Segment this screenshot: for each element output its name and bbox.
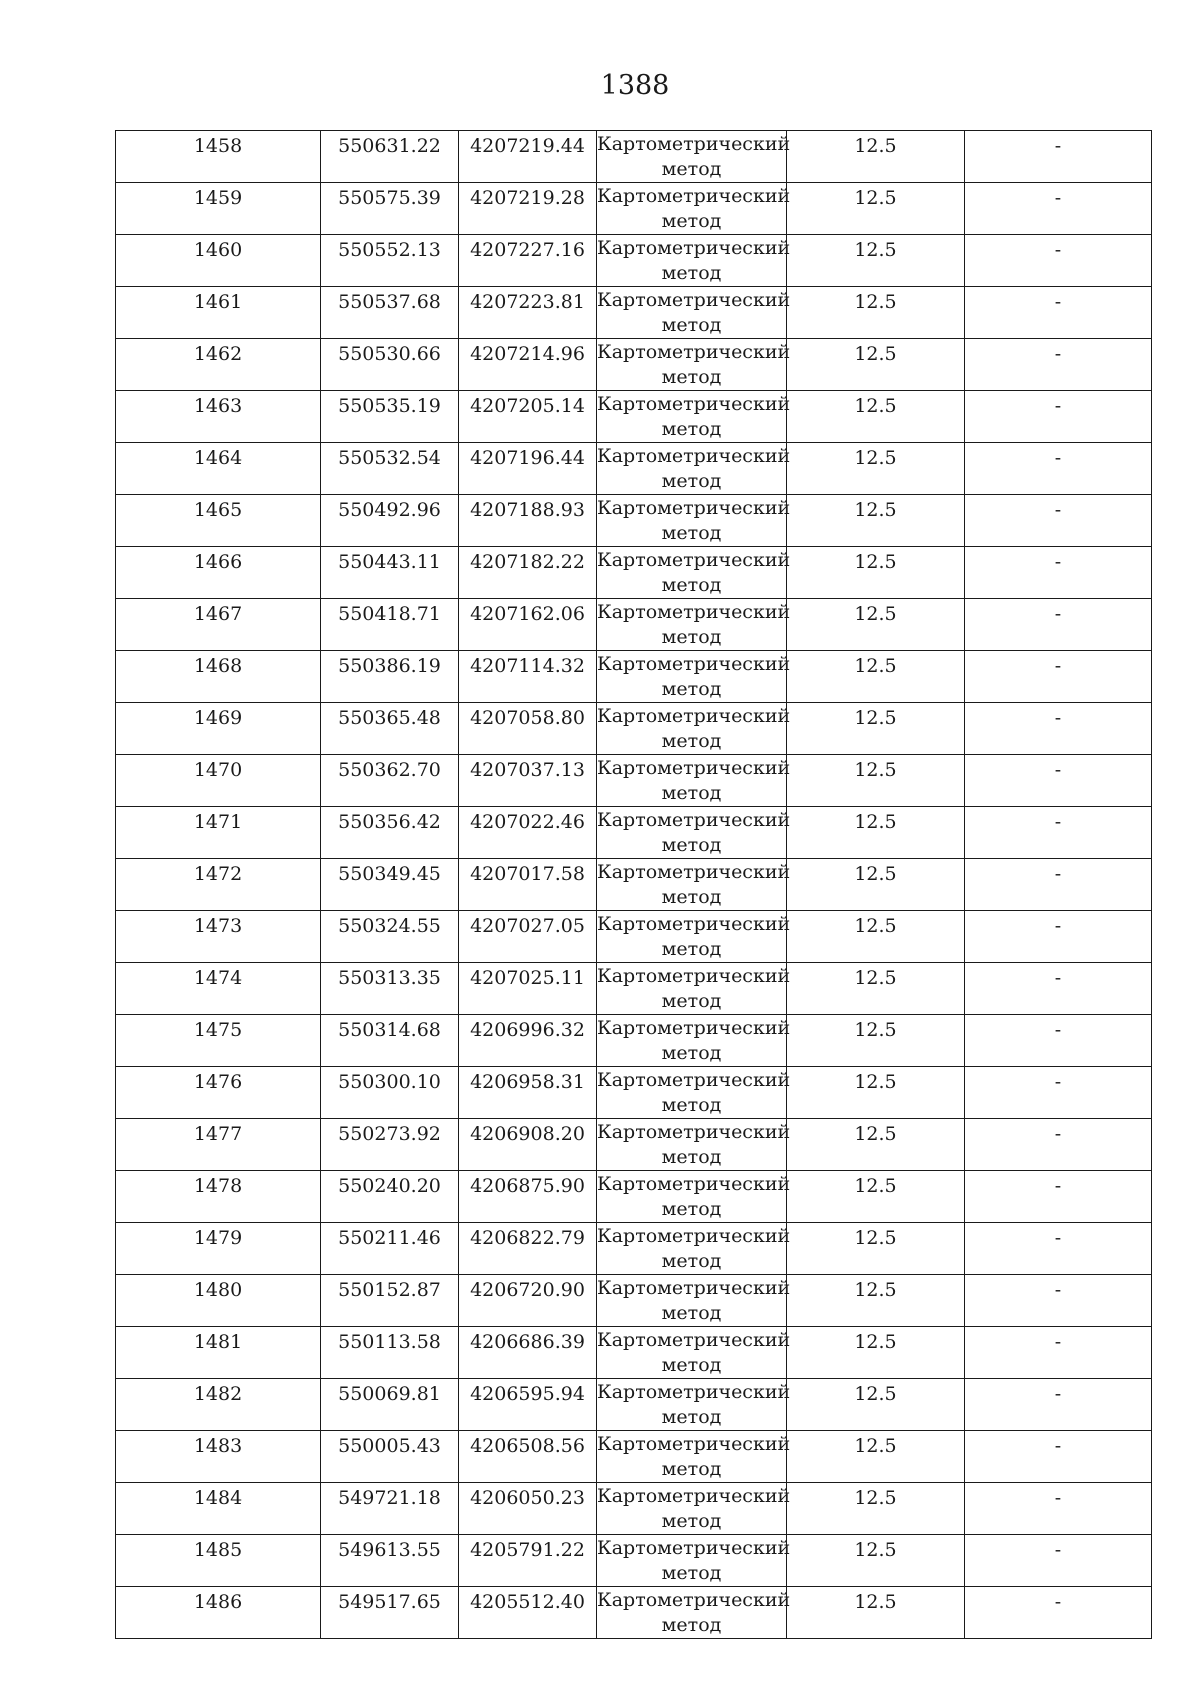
y-coordinate-cell: 4207214.96: [459, 339, 597, 391]
table-row: [116, 339, 1152, 391]
x-coordinate-cell: 550211.46: [321, 1223, 459, 1275]
y-coordinate-cell: 4207219.44: [459, 131, 597, 183]
x-coordinate-cell: 550240.20: [321, 1171, 459, 1223]
x-coordinate-cell: 550313.35: [321, 963, 459, 1015]
point-number-cell: 1466: [116, 547, 321, 599]
method-cell: [597, 287, 791, 339]
method-cell: [597, 911, 791, 963]
method-line-1: Картометрический: [597, 393, 791, 415]
description-cell: -: [965, 235, 1152, 287]
accuracy-cell: 12.5: [787, 495, 965, 547]
y-coordinate-cell: 4207037.13: [459, 755, 597, 807]
method-cell: [597, 1119, 791, 1171]
description-cell: -: [965, 1223, 1152, 1275]
y-coordinate-cell: 4207196.44: [459, 443, 597, 495]
method-cell: [597, 1171, 791, 1223]
description-cell: -: [965, 339, 1152, 391]
y-coordinate-cell: 4207205.14: [459, 391, 597, 443]
x-coordinate-cell: 550443.11: [321, 547, 459, 599]
x-coordinate-cell: 550005.43: [321, 1431, 459, 1483]
y-coordinate-cell: 4207223.81: [459, 287, 597, 339]
description-cell: -: [965, 1171, 1152, 1223]
point-number-cell: 1464: [116, 443, 321, 495]
point-number-cell: 1486: [116, 1587, 321, 1639]
point-number-cell: 1459: [116, 183, 321, 235]
x-coordinate-cell: 550631.22: [321, 131, 459, 183]
method-cell: [597, 1015, 791, 1067]
method-line-1: Картометрический: [597, 1277, 791, 1299]
description-cell: -: [965, 1275, 1152, 1327]
y-coordinate-cell: 4205512.40: [459, 1587, 597, 1639]
y-coordinate-cell: 4206508.56: [459, 1431, 597, 1483]
accuracy-cell: 12.5: [787, 1067, 965, 1119]
method-cell: [597, 1483, 791, 1535]
accuracy-cell: 12.5: [787, 391, 965, 443]
method-line-2: метод: [661, 1146, 722, 1168]
accuracy-cell: 12.5: [787, 1327, 965, 1379]
method-line-2: метод: [661, 886, 722, 908]
method-line-2: метод: [661, 470, 722, 492]
accuracy-cell: 12.5: [787, 1535, 965, 1587]
table-row: [116, 599, 1152, 651]
point-number-cell: 1482: [116, 1379, 321, 1431]
method-line-1: Картометрический: [597, 1225, 791, 1247]
method-line-2: метод: [661, 834, 722, 856]
description-cell: -: [965, 1483, 1152, 1535]
method-line-2: метод: [661, 1094, 722, 1116]
description-cell: -: [965, 911, 1152, 963]
x-coordinate-cell: 550532.54: [321, 443, 459, 495]
y-coordinate-cell: 4207114.32: [459, 651, 597, 703]
y-coordinate-cell: 4207027.05: [459, 911, 597, 963]
point-number-cell: 1481: [116, 1327, 321, 1379]
table-row: [116, 1327, 1152, 1379]
y-coordinate-cell: 4206908.20: [459, 1119, 597, 1171]
method-line-2: метод: [661, 522, 722, 544]
table-row: [116, 183, 1152, 235]
method-cell: [597, 391, 791, 443]
coordinates-table: [115, 130, 1152, 1639]
accuracy-cell: 12.5: [787, 443, 965, 495]
x-coordinate-cell: 549517.65: [321, 1587, 459, 1639]
table-row: [116, 131, 1152, 183]
y-coordinate-cell: 4206720.90: [459, 1275, 597, 1327]
table-row: [116, 1015, 1152, 1067]
x-coordinate-cell: 550324.55: [321, 911, 459, 963]
x-coordinate-cell: 550492.96: [321, 495, 459, 547]
accuracy-cell: 12.5: [787, 1275, 965, 1327]
method-line-2: метод: [661, 1510, 722, 1532]
method-cell: [597, 1431, 791, 1483]
method-line-1: Картометрический: [597, 1589, 791, 1611]
point-number-cell: 1474: [116, 963, 321, 1015]
table-row: [116, 1535, 1152, 1587]
table-row: [116, 1587, 1152, 1639]
point-number-cell: 1463: [116, 391, 321, 443]
y-coordinate-cell: 4206686.39: [459, 1327, 597, 1379]
y-coordinate-cell: 4206595.94: [459, 1379, 597, 1431]
y-coordinate-cell: 4206050.23: [459, 1483, 597, 1535]
method-line-1: Картометрический: [597, 1485, 791, 1507]
method-cell: [597, 339, 791, 391]
table-row: [116, 547, 1152, 599]
x-coordinate-cell: 549613.55: [321, 1535, 459, 1587]
description-cell: -: [965, 1015, 1152, 1067]
point-number-cell: 1477: [116, 1119, 321, 1171]
point-number-cell: 1479: [116, 1223, 321, 1275]
description-cell: -: [965, 963, 1152, 1015]
method-line-1: Картометрический: [597, 601, 791, 623]
x-coordinate-cell: 550300.10: [321, 1067, 459, 1119]
accuracy-cell: 12.5: [787, 703, 965, 755]
table-row: [116, 703, 1152, 755]
y-coordinate-cell: 4207025.11: [459, 963, 597, 1015]
method-line-1: Картометрический: [597, 497, 791, 519]
accuracy-cell: 12.5: [787, 1431, 965, 1483]
method-line-2: метод: [661, 1354, 722, 1376]
x-coordinate-cell: 550537.68: [321, 287, 459, 339]
method-line-1: Картометрический: [597, 1329, 791, 1351]
table-row: [116, 443, 1152, 495]
point-number-cell: 1470: [116, 755, 321, 807]
x-coordinate-cell: 550575.39: [321, 183, 459, 235]
method-line-1: Картометрический: [597, 1173, 791, 1195]
accuracy-cell: 12.5: [787, 235, 965, 287]
accuracy-cell: 12.5: [787, 1483, 965, 1535]
description-cell: -: [965, 495, 1152, 547]
method-cell: [597, 807, 791, 859]
method-cell: [597, 183, 791, 235]
accuracy-cell: 12.5: [787, 1379, 965, 1431]
y-coordinate-cell: 4207219.28: [459, 183, 597, 235]
accuracy-cell: 12.5: [787, 1223, 965, 1275]
point-number-cell: 1485: [116, 1535, 321, 1587]
description-cell: -: [965, 1587, 1152, 1639]
method-line-1: Картометрический: [597, 185, 791, 207]
point-number-cell: 1469: [116, 703, 321, 755]
method-line-2: метод: [661, 1458, 722, 1480]
method-cell: [597, 235, 791, 287]
table-row: [116, 963, 1152, 1015]
table-row: [116, 1171, 1152, 1223]
y-coordinate-cell: 4206958.31: [459, 1067, 597, 1119]
point-number-cell: 1460: [116, 235, 321, 287]
point-number-cell: 1473: [116, 911, 321, 963]
method-line-2: метод: [661, 1042, 722, 1064]
table-row: [116, 391, 1152, 443]
description-cell: -: [965, 599, 1152, 651]
method-cell: [597, 1275, 791, 1327]
x-coordinate-cell: 550069.81: [321, 1379, 459, 1431]
accuracy-cell: 12.5: [787, 1119, 965, 1171]
accuracy-cell: 12.5: [787, 807, 965, 859]
method-line-2: метод: [661, 1198, 722, 1220]
accuracy-cell: 12.5: [787, 599, 965, 651]
accuracy-cell: 12.5: [787, 911, 965, 963]
point-number-cell: 1462: [116, 339, 321, 391]
x-coordinate-cell: 550356.42: [321, 807, 459, 859]
accuracy-cell: 12.5: [787, 1587, 965, 1639]
method-line-2: метод: [661, 262, 722, 284]
method-line-2: метод: [661, 1250, 722, 1272]
point-number-cell: 1476: [116, 1067, 321, 1119]
table-row: [116, 859, 1152, 911]
method-line-1: Картометрический: [597, 341, 791, 363]
point-number-cell: 1458: [116, 131, 321, 183]
method-cell: [597, 1327, 791, 1379]
x-coordinate-cell: 549721.18: [321, 1483, 459, 1535]
point-number-cell: 1480: [116, 1275, 321, 1327]
accuracy-cell: 12.5: [787, 339, 965, 391]
method-line-2: метод: [661, 366, 722, 388]
description-cell: -: [965, 755, 1152, 807]
method-cell: [597, 1379, 791, 1431]
table-row: [116, 495, 1152, 547]
x-coordinate-cell: 550535.19: [321, 391, 459, 443]
y-coordinate-cell: 4207022.46: [459, 807, 597, 859]
y-coordinate-cell: 4207227.16: [459, 235, 597, 287]
table-row: [116, 651, 1152, 703]
description-cell: -: [965, 859, 1152, 911]
accuracy-cell: 12.5: [787, 183, 965, 235]
accuracy-cell: 12.5: [787, 963, 965, 1015]
point-number-cell: 1467: [116, 599, 321, 651]
description-cell: -: [965, 1535, 1152, 1587]
accuracy-cell: 12.5: [787, 1015, 965, 1067]
method-cell: [597, 495, 791, 547]
description-cell: -: [965, 1327, 1152, 1379]
method-line-2: метод: [661, 1406, 722, 1428]
point-number-cell: 1461: [116, 287, 321, 339]
method-line-1: Картометрический: [597, 965, 791, 987]
y-coordinate-cell: 4207058.80: [459, 703, 597, 755]
table-row: [116, 911, 1152, 963]
method-cell: [597, 1587, 791, 1639]
table-row: [116, 287, 1152, 339]
point-number-cell: 1475: [116, 1015, 321, 1067]
method-cell: [597, 963, 791, 1015]
method-line-2: метод: [661, 938, 722, 960]
method-cell: [597, 131, 791, 183]
method-line-1: Картометрический: [597, 1537, 791, 1559]
y-coordinate-cell: 4207162.06: [459, 599, 597, 651]
point-number-cell: 1468: [116, 651, 321, 703]
point-number-cell: 1465: [116, 495, 321, 547]
accuracy-cell: 12.5: [787, 859, 965, 911]
accuracy-cell: 12.5: [787, 651, 965, 703]
method-line-2: метод: [661, 678, 722, 700]
page-number: 1388: [600, 70, 670, 101]
method-line-1: Картометрический: [597, 1433, 791, 1455]
table-row: [116, 1275, 1152, 1327]
table-row: [116, 235, 1152, 287]
table-row: [116, 1119, 1152, 1171]
method-line-2: метод: [661, 1302, 722, 1324]
accuracy-cell: 12.5: [787, 1171, 965, 1223]
method-line-2: метод: [661, 314, 722, 336]
x-coordinate-cell: 550314.68: [321, 1015, 459, 1067]
method-line-1: Картометрический: [597, 809, 791, 831]
x-coordinate-cell: 550386.19: [321, 651, 459, 703]
method-line-1: Картометрический: [597, 913, 791, 935]
x-coordinate-cell: 550152.87: [321, 1275, 459, 1327]
y-coordinate-cell: 4207182.22: [459, 547, 597, 599]
method-line-2: метод: [661, 730, 722, 752]
method-line-2: метод: [661, 158, 722, 180]
description-cell: -: [965, 703, 1152, 755]
method-line-2: метод: [661, 626, 722, 648]
method-line-1: Картометрический: [597, 861, 791, 883]
table-row: [116, 1431, 1152, 1483]
point-number-cell: 1472: [116, 859, 321, 911]
accuracy-cell: 12.5: [787, 547, 965, 599]
y-coordinate-cell: 4206822.79: [459, 1223, 597, 1275]
method-line-2: метод: [661, 782, 722, 804]
description-cell: -: [965, 1119, 1152, 1171]
method-cell: [597, 859, 791, 911]
x-coordinate-cell: 550552.13: [321, 235, 459, 287]
y-coordinate-cell: 4206996.32: [459, 1015, 597, 1067]
method-cell: [597, 599, 791, 651]
method-line-2: метод: [661, 210, 722, 232]
method-line-1: Картометрический: [597, 445, 791, 467]
description-cell: -: [965, 1067, 1152, 1119]
point-number-cell: 1471: [116, 807, 321, 859]
method-line-1: Картометрический: [597, 1017, 791, 1039]
table-row: [116, 1483, 1152, 1535]
method-line-1: Картометрический: [597, 1069, 791, 1091]
x-coordinate-cell: 550113.58: [321, 1327, 459, 1379]
table-row: [116, 755, 1152, 807]
description-cell: -: [965, 391, 1152, 443]
method-cell: [597, 547, 791, 599]
method-line-1: Картометрический: [597, 705, 791, 727]
method-cell: [597, 1535, 791, 1587]
method-cell: [597, 1223, 791, 1275]
description-cell: -: [965, 651, 1152, 703]
method-cell: [597, 443, 791, 495]
description-cell: -: [965, 547, 1152, 599]
table-body: [116, 131, 1152, 1639]
description-cell: -: [965, 1431, 1152, 1483]
method-cell: [597, 1067, 791, 1119]
point-number-cell: 1478: [116, 1171, 321, 1223]
accuracy-cell: 12.5: [787, 755, 965, 807]
method-line-1: Картометрический: [597, 757, 791, 779]
method-line-2: метод: [661, 990, 722, 1012]
x-coordinate-cell: 550362.70: [321, 755, 459, 807]
description-cell: -: [965, 287, 1152, 339]
point-number-cell: 1484: [116, 1483, 321, 1535]
y-coordinate-cell: 4207188.93: [459, 495, 597, 547]
method-line-1: Картометрический: [597, 549, 791, 571]
y-coordinate-cell: 4205791.22: [459, 1535, 597, 1587]
method-line-1: Картометрический: [597, 237, 791, 259]
table-row: [116, 1379, 1152, 1431]
description-cell: -: [965, 807, 1152, 859]
method-line-2: метод: [661, 574, 722, 596]
description-cell: -: [965, 183, 1152, 235]
y-coordinate-cell: 4207017.58: [459, 859, 597, 911]
method-line-1: Картометрический: [597, 289, 791, 311]
x-coordinate-cell: 550530.66: [321, 339, 459, 391]
x-coordinate-cell: 550349.45: [321, 859, 459, 911]
method-line-1: Картометрический: [597, 1121, 791, 1143]
description-cell: -: [965, 443, 1152, 495]
method-line-1: Картометрический: [597, 1381, 791, 1403]
y-coordinate-cell: 4206875.90: [459, 1171, 597, 1223]
table-row: [116, 1067, 1152, 1119]
x-coordinate-cell: 550365.48: [321, 703, 459, 755]
method-cell: [597, 703, 791, 755]
x-coordinate-cell: 550418.71: [321, 599, 459, 651]
description-cell: -: [965, 131, 1152, 183]
accuracy-cell: 12.5: [787, 287, 965, 339]
method-line-1: Картометрический: [597, 133, 791, 155]
x-coordinate-cell: 550273.92: [321, 1119, 459, 1171]
method-cell: [597, 755, 791, 807]
table-row: [116, 1223, 1152, 1275]
method-line-2: метод: [661, 1614, 722, 1636]
method-line-1: Картометрический: [597, 653, 791, 675]
description-cell: -: [965, 1379, 1152, 1431]
method-line-2: метод: [661, 1562, 722, 1584]
accuracy-cell: 12.5: [787, 131, 965, 183]
table-row: [116, 807, 1152, 859]
point-number-cell: 1483: [116, 1431, 321, 1483]
method-line-2: метод: [661, 418, 722, 440]
method-cell: [597, 651, 791, 703]
